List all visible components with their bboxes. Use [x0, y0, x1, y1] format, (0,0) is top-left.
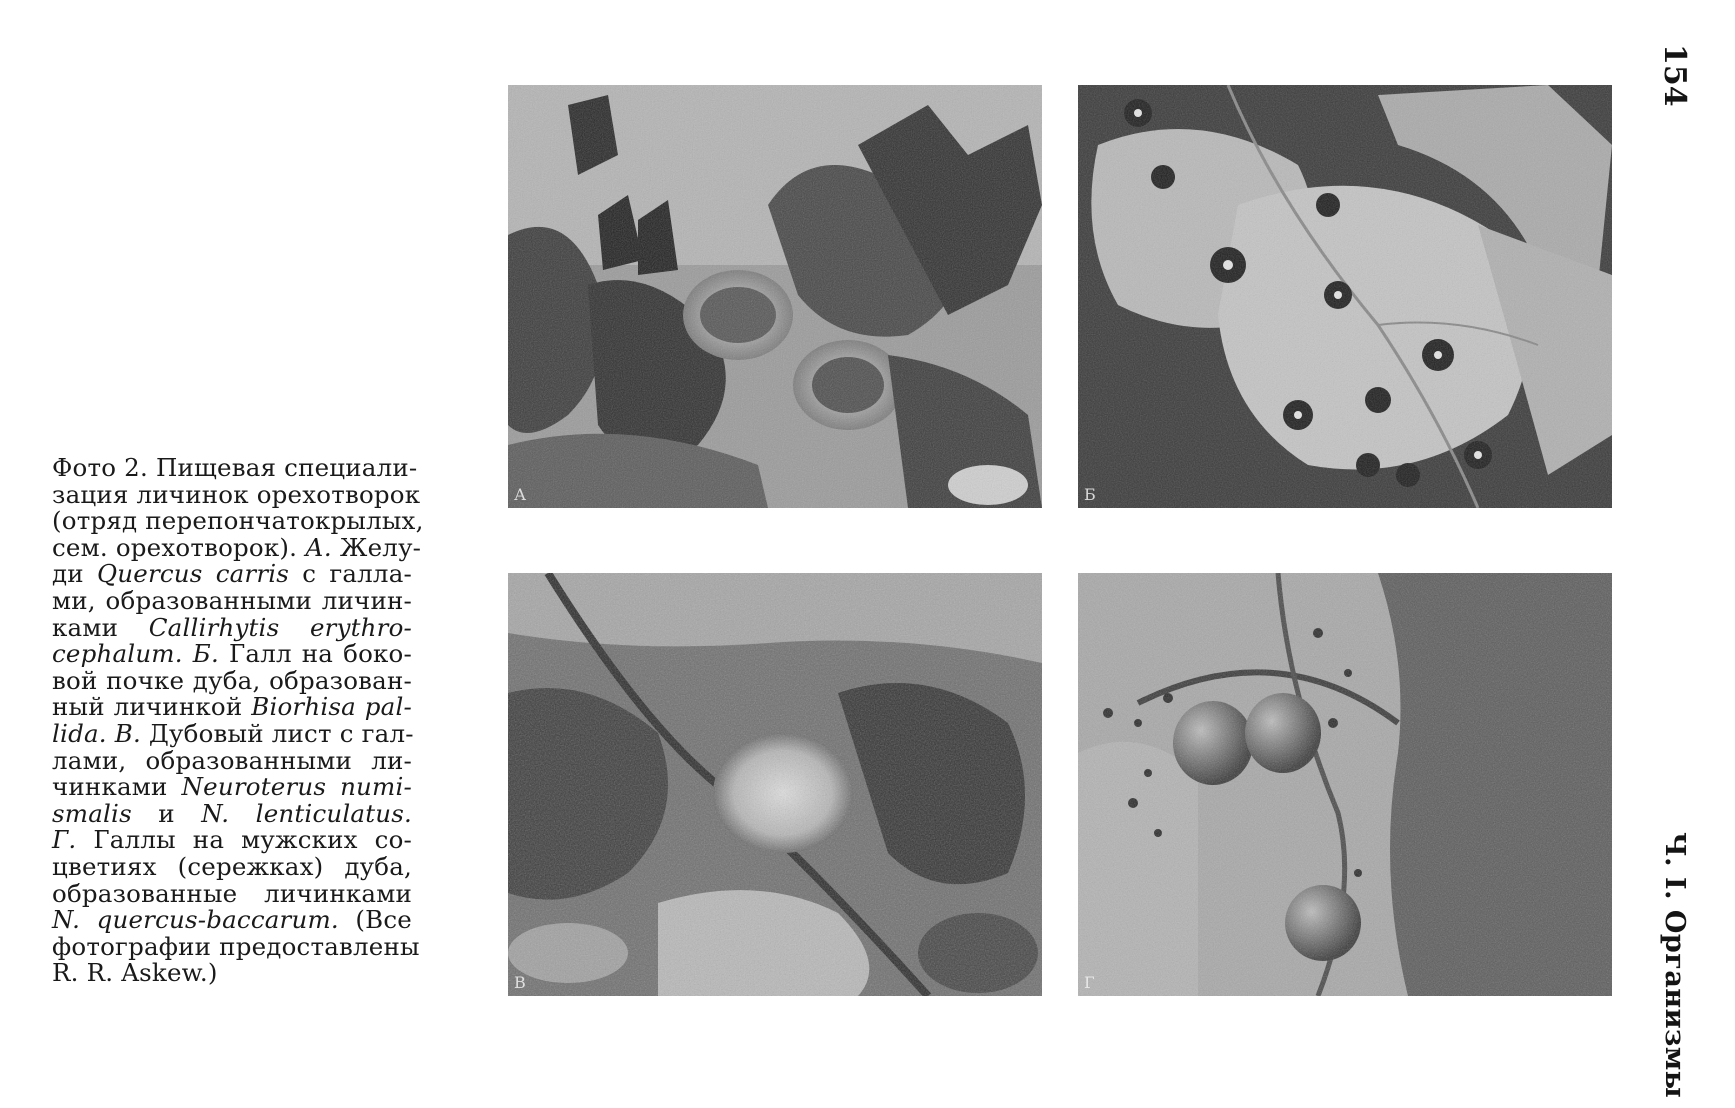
caption-line: [52, 907, 412, 934]
caption-line: [52, 612, 412, 642]
photo-d-image: [1078, 573, 1612, 996]
caption-text: образованные личинками: [52, 878, 412, 908]
caption-line: [52, 745, 412, 775]
caption-text: ками: [52, 612, 149, 642]
caption-line: [52, 641, 412, 668]
caption-italic-text: lida. В.: [52, 718, 141, 748]
caption-italic-text: cephalum. Б.: [52, 639, 219, 669]
caption-italic-text: N. quercus-baccarum.: [52, 905, 339, 935]
caption-italic-text: N. lenticulatus.: [201, 798, 412, 828]
caption-text: ный личинкой: [52, 692, 252, 722]
photo-d-letter: Г: [1084, 973, 1095, 992]
caption-text: ди: [52, 559, 97, 589]
photo-a: [508, 85, 1042, 508]
caption-line: [52, 827, 412, 854]
caption-line: [52, 718, 414, 748]
caption-italic-text: А.: [305, 532, 332, 562]
caption-line: [52, 851, 412, 881]
caption-text: чинками: [52, 772, 182, 802]
caption-line: [52, 774, 412, 801]
photo-d: [1078, 573, 1612, 996]
caption-text: Галл на боко-: [218, 639, 412, 669]
caption-line: [52, 479, 421, 509]
photo-c-letter: В: [514, 973, 526, 992]
caption-text: сем. орехотворок).: [52, 532, 306, 562]
caption-italic-text: Biorhisa pal-: [251, 692, 412, 722]
caption-line: [52, 798, 412, 828]
photo-c: [508, 573, 1042, 996]
caption-text: (Все: [338, 905, 412, 935]
caption-italic-text: Г.: [52, 825, 77, 855]
caption-text: (отряд перепончатокрылых,: [52, 506, 424, 536]
caption-text: и: [131, 798, 202, 828]
caption-text: зация личинок орехотворок: [52, 479, 421, 509]
photo-a-letter: А: [514, 485, 527, 504]
caption-line: [52, 506, 424, 536]
caption-italic-text: Quercus carris: [96, 559, 290, 589]
caption-line: [52, 665, 412, 695]
caption-italic-text: smalis: [52, 798, 132, 828]
caption-text: цветиях (сережках) дуба,: [52, 851, 412, 881]
photo-c-image: [508, 573, 1042, 996]
caption-italic-text: Callirhytis erythro-: [148, 612, 412, 642]
caption-line: [52, 878, 412, 908]
caption-line: [52, 585, 412, 615]
caption-line: [52, 561, 412, 588]
page-number: 154: [1657, 44, 1692, 107]
caption-text: лами, образованными ли-: [52, 745, 412, 775]
caption-text: Дубовый лист с гал-: [140, 718, 414, 748]
caption-line: [52, 694, 412, 721]
caption-line: [52, 532, 422, 562]
caption-line: [52, 453, 418, 482]
caption-italic-text: Neuroterus numi-: [181, 772, 412, 802]
photo-b-letter: Б: [1084, 485, 1096, 504]
photo-b: [1078, 85, 1612, 508]
caption-text: Фото 2. Пищевая специали-: [52, 453, 418, 482]
caption-text: Желу-: [331, 532, 422, 562]
caption-line: [52, 931, 420, 961]
photo-b-image: [1078, 85, 1612, 508]
caption-text: вой почке дуба, образован-: [52, 665, 412, 695]
caption-text: Галлы на мужских со-: [76, 825, 412, 855]
running-head: Ч. I. Организмы: [1659, 832, 1690, 1099]
caption-text: фотографии предоставлены: [52, 931, 420, 961]
photo-a-image: [508, 85, 1042, 508]
caption-text: ми, образованными личин-: [52, 585, 412, 615]
caption-text: R. R. Askew.): [52, 958, 218, 988]
caption-block: [52, 453, 424, 988]
caption-text: с галла-: [289, 559, 412, 589]
caption-line: [52, 960, 412, 987]
